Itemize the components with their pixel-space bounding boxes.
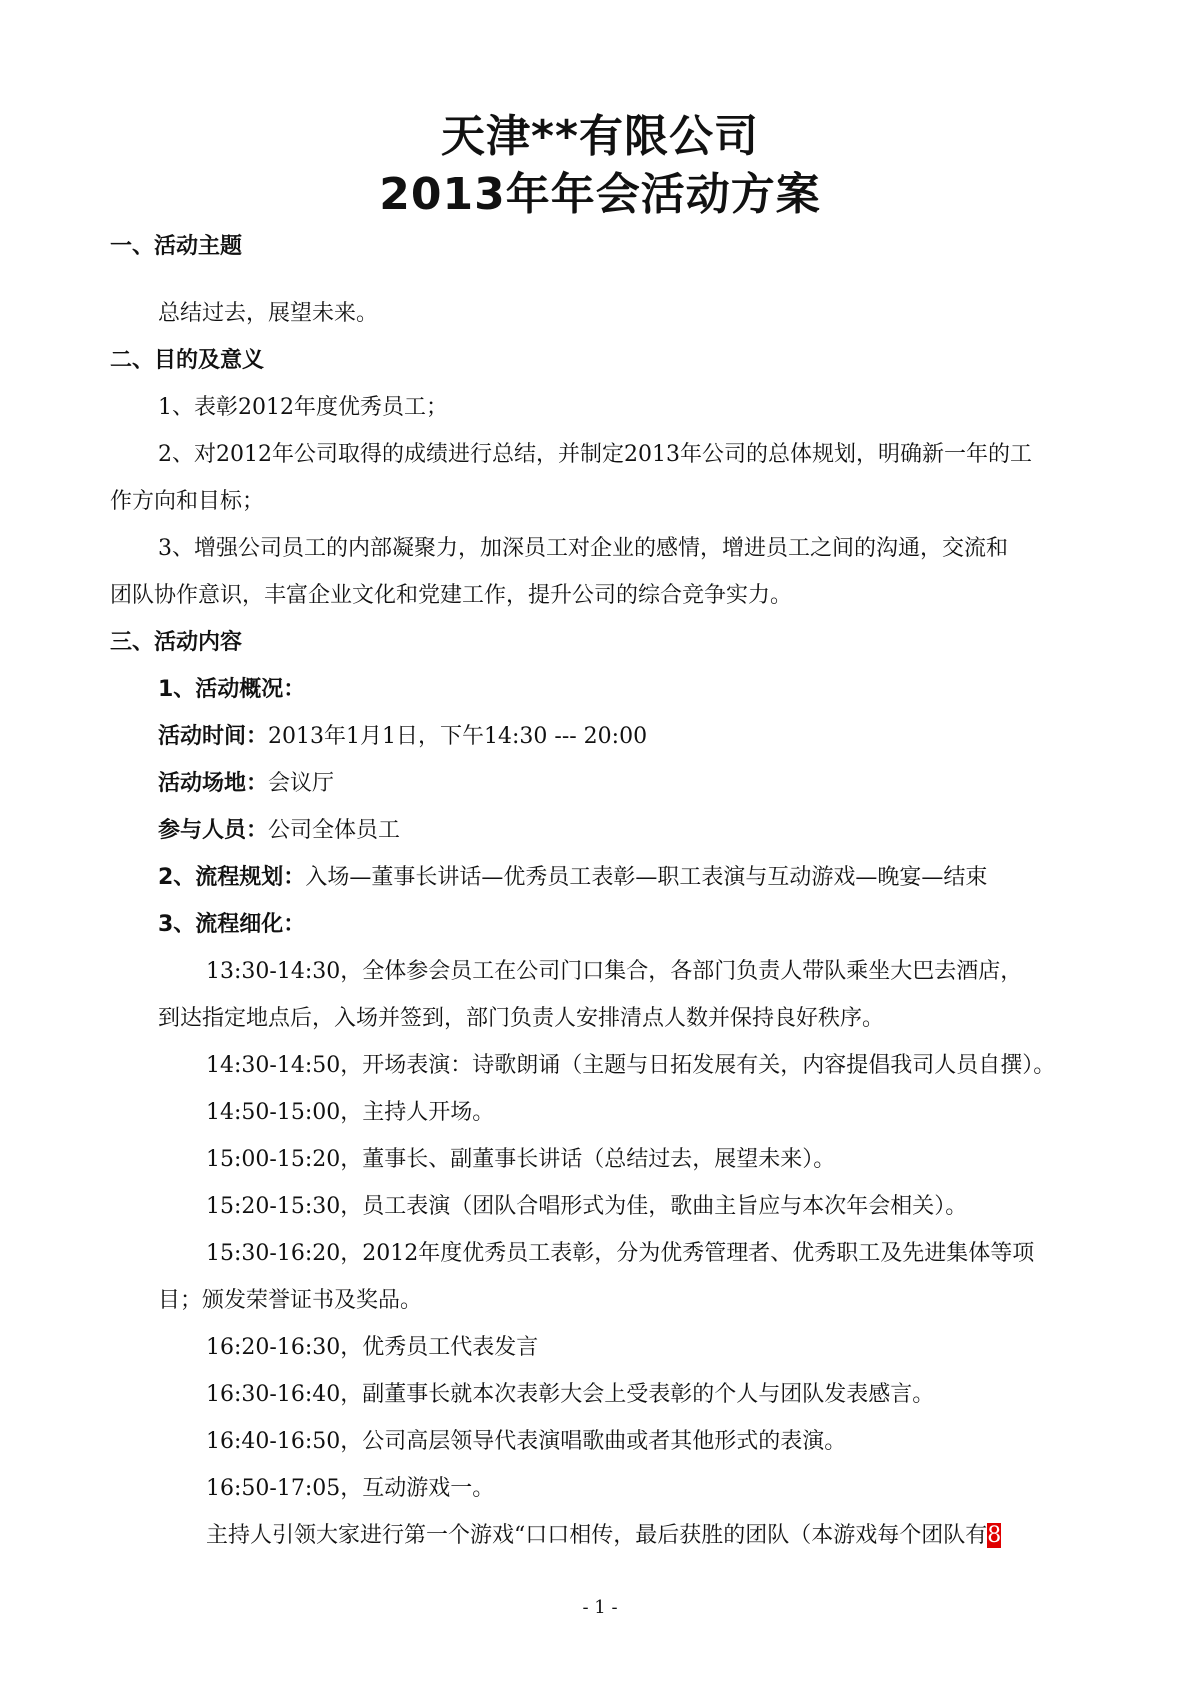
activity-venue-value: 会议厅	[268, 771, 335, 796]
highlighted-character: 8	[987, 1523, 1002, 1548]
detail-line: 15:20-15:30，员工表演（团队合唱形式为佳，歌曲主旨应与本次年会相关）。	[206, 1194, 968, 1219]
detail-line-last	[206, 1521, 1001, 1551]
section2-item2-line1: 2、对2012年公司取得的成绩进行总结，并制定2013年公司的总体规划，明确新一年的工	[158, 442, 1032, 467]
flow-plan	[158, 863, 987, 893]
activity-attendees	[158, 816, 400, 846]
detail-line: 14:30-14:50，开场表演：诗歌朗诵（主题与日拓发展有关，内容提倡我司人员自撰）。	[206, 1053, 1056, 1078]
doc-title-line2: 2013年年会活动方案	[379, 169, 821, 220]
activity-time	[158, 722, 647, 752]
detail-line: 16:50-17:05，互动游戏一。	[206, 1476, 495, 1501]
detail-heading: 3、流程细化：	[158, 912, 306, 937]
section2-heading: 二、目的及意义	[110, 348, 265, 373]
detail-line: 到达指定地点后，入场并签到，部门负责人安排清点人数并保持良好秩序。	[158, 1006, 885, 1031]
detail-line-last-text: 主持人引领大家进行第一个游戏“口口相传，最后获胜的团队（本游戏每个团队有	[206, 1523, 988, 1548]
section2-item3-line2: 团队协作意识，丰富企业文化和党建工作，提升公司的综合竞争实力。	[110, 583, 793, 608]
detail-line: 15:30-16:20，2012年度优秀员工表彰，分为优秀管理者、优秀职工及先进集体等项	[206, 1241, 1035, 1266]
section2-item3-line1: 3、增强公司员工的内部凝聚力，加深员工对企业的感情，增进员工之间的沟通，交流和	[158, 536, 1008, 561]
section2-item1: 1、表彰2012年度优秀员工；	[158, 395, 448, 420]
activity-attendees-value: 公司全体员工	[268, 818, 401, 843]
section3-heading: 三、活动内容	[110, 630, 243, 655]
section1-heading: 一、活动主题	[110, 234, 243, 259]
detail-line: 15:00-15:20，董事长、副董事长讲话（总结过去，展望未来）。	[206, 1147, 836, 1172]
section1-text: 总结过去，展望未来。	[158, 301, 379, 326]
detail-line: 16:20-16:30，优秀员工代表发言	[206, 1335, 539, 1360]
activity-time-label: 活动时间：	[158, 724, 269, 749]
page-number: - 1 -	[582, 1597, 618, 1618]
overview-heading: 1、活动概况：	[158, 677, 306, 702]
doc-title-line1: 天津**有限公司	[440, 111, 760, 162]
activity-venue-label: 活动场地：	[158, 771, 269, 796]
activity-attendees-label: 参与人员：	[158, 818, 269, 843]
activity-time-value: 2013年1月1日，下午14:30 --- 20:00	[268, 724, 648, 749]
flow-plan-label: 2、流程规划：	[158, 865, 306, 890]
activity-venue	[158, 769, 334, 799]
detail-line: 16:40-16:50，公司高层领导代表演唱歌曲或者其他形式的表演。	[206, 1429, 847, 1454]
section2-item2-line2: 作方向和目标；	[110, 489, 265, 514]
detail-line: 目；颁发荣誉证书及奖品。	[158, 1288, 423, 1313]
flow-plan-value: 入场—董事长讲话—优秀员工表彰—职工表演与互动游戏—晚宴—结束	[305, 865, 988, 890]
detail-line: 14:50-15:00，主持人开场。	[206, 1100, 495, 1125]
detail-line: 16:30-16:40，副董事长就本次表彰大会上受表彰的个人与团队发表感言。	[206, 1382, 935, 1407]
detail-line: 13:30-14:30，全体参会员工在公司门口集合，各部门负责人带队乘坐大巴去酒店，	[206, 959, 1023, 984]
